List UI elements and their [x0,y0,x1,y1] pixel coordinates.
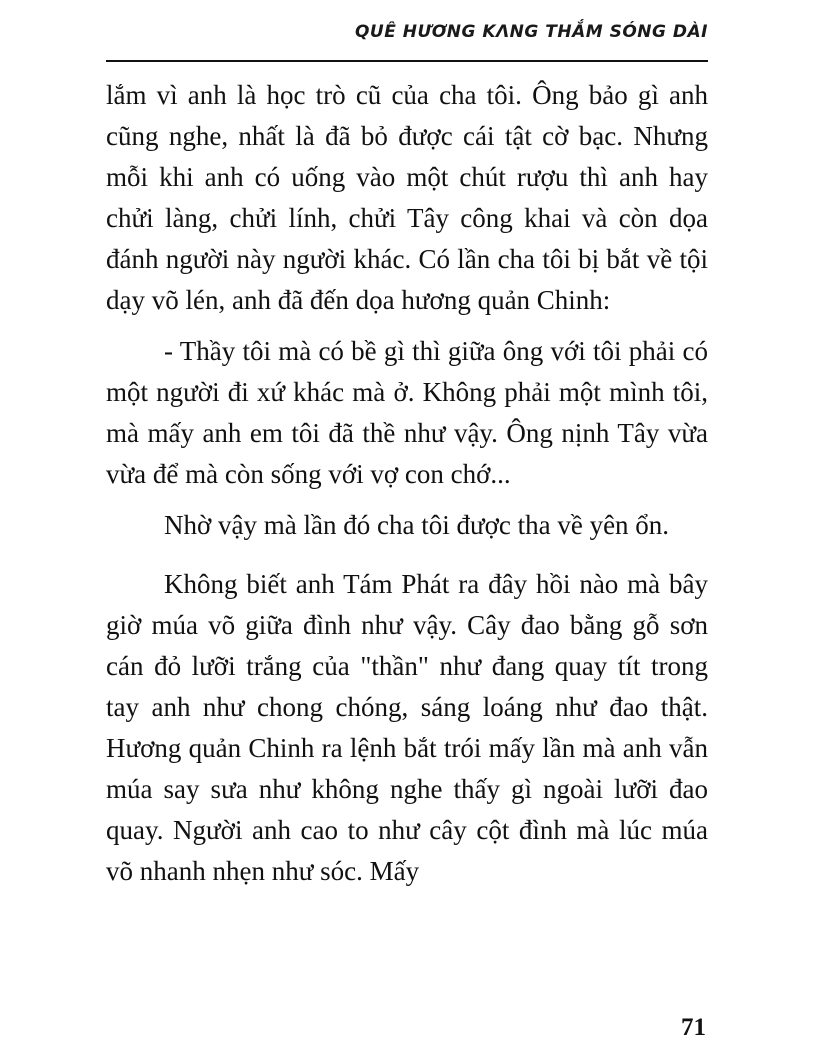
header-divider [106,60,708,62]
paragraph-tam-phat: Không biết anh Tám Phát ra đây hồi nào mà bây giờ múa võ giữa đình như vậy. Cây đao bằng gỗ sơn cán đỏ lưỡi trắng của "thần" như đang quay tít trong tay anh như chong chóng, sáng loáng như đao thật. Hương quản Chinh ra lệnh bắt trói mấy lần mà anh vẫn múa say sưa như không nghe thấy gì ngoài lưỡi đao quay. Người anh cao to như cây cột đình mà lúc múa võ nhanh nhẹn như sóc. Mấy [106,569,708,886]
paragraph-continuation: lắm vì anh là học trò cũ của cha tôi. Ông bảo gì anh cũng nghe, nhất là đã bỏ được cái tật cờ bạc. Nhưng mỗi khi anh có uống vào một chút rượu thì anh hay chửi làng, chửi lính, chửi Tây công khai và còn dọa đánh người này người khác. Có lần cha tôi bị bắt về tội dạy võ lén, anh đã đến dọa hương quản Chinh: [106,80,708,315]
running-header: QUÊ HƯƠNG KɅNG THẮM SÓNG DÀI [354,22,708,42]
page-body [106,75,708,892]
paragraph-release: Nhờ vậy mà lần đó cha tôi được tha về yên ổn. [164,510,670,540]
page-number: 71 [681,1014,706,1041]
paragraph-dialogue: - Thầy tôi mà có bề gì thì giữa ông với tôi phải có một người đi xứ khác mà ở. Không phải một mình tôi, mà mấy anh em tôi đã thề như vậy. Ông nịnh Tây vừa vừa để mà còn sống với vợ con chớ... [106,336,708,489]
